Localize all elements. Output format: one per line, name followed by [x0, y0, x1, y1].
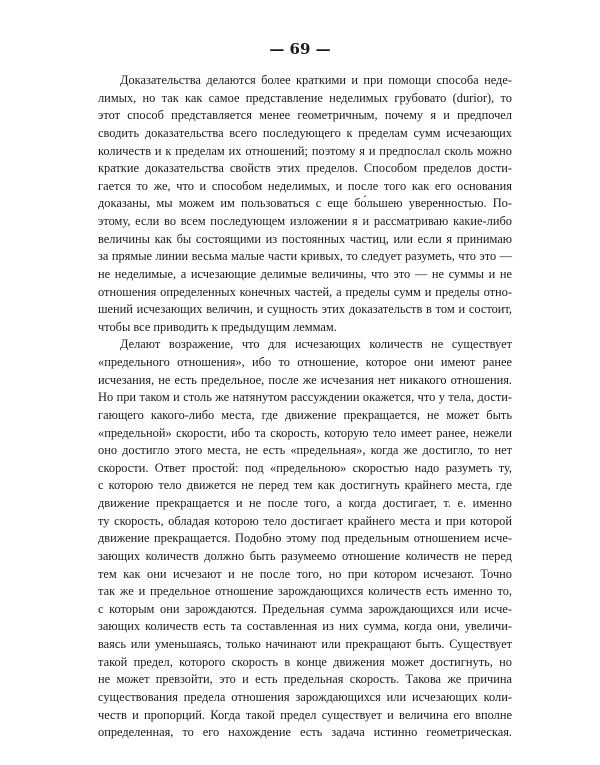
text-line: доказаны, мы можем им пользоваться с еще бо́льшею уверенностью. По-	[98, 196, 512, 211]
text-line: ваясь или уменьшаясь, только начинают или прекращают быть. Существует	[98, 637, 512, 651]
text-line: «предельного отношения», ибо то отношение, которое они имеют ранее	[98, 355, 512, 369]
text-line: оно достигло этого места, не есть «предельная», когда же достигло, то нет	[98, 443, 512, 458]
text-line: не неделимые, а исчезающие делимые величины, что это — не суммы и не	[98, 266, 512, 281]
text-line: отношения определенных конечных частей, а пределы сумм и пределы отно-	[98, 284, 512, 299]
text-line: Доказательства делаются более краткими и при помощи способа неде-	[120, 73, 512, 87]
text-line: существования предела отношения зарождающихся или исчезающих коли-	[98, 689, 512, 704]
text-line: гается то же, что и способом неделимых, и после того как его основания	[98, 178, 512, 193]
body-text	[98, 72, 512, 742]
text-line: зающих количеств должно быть разумеемо отношение количеств не перед	[98, 548, 512, 563]
text-line: движение прекращается и не после того, а когда достигает, т. е. именно	[98, 496, 512, 510]
text-line: тем как они исчезают и не после того, но при котором исчезают. Точно	[98, 566, 512, 581]
text-line: гающего какого-либо места, где движение прекращается, не может быть	[98, 407, 512, 422]
text-line: количеств и к пределам их отношений; поэтому я и предпослал сколь можно	[98, 143, 512, 158]
text-line: «предельной» скорости, ибо та скорость, которую тело имеет ранее, нежели	[98, 425, 512, 440]
text-line: ту скорость, обладая которою тело достигает крайнего места и при которой	[98, 513, 512, 528]
text-line: честв и пропорций. Когда такой предел существует и величина его вполне	[98, 707, 512, 722]
text-line: сводить доказательства всего последующего к пределам сумм исчезающих	[98, 125, 512, 140]
page-number: — 69 —	[269, 40, 331, 58]
text-line: такой предел, которого скорость в конце движения может достигнуть, но	[98, 654, 512, 669]
text-line: Но при таком и столь же натянутом рассуждении окажется, что у тела, дости-	[98, 390, 512, 405]
text-line: зающих количеств есть та составленная из них сумма, когда они, увеличи-	[98, 619, 512, 634]
text-line: не может превзойти, это и есть предельная скорость. Такова же причина	[98, 672, 512, 687]
text-line: с которою тело движется не перед тем как достигнуть крайнего места, где	[98, 478, 512, 493]
text-line: движение прекращается. Подобно этому под предельным отношением исче-	[98, 531, 512, 546]
text-line: за прямые линии весьма малые части кривых, то следует разуметь, что это —	[98, 249, 512, 264]
text-line: определенная, то его нахождение есть задача истинно геометрическая.	[98, 725, 512, 740]
text-line: краткие доказательства свойств этих пределов. Способом пределов дости-	[98, 161, 512, 176]
text-line: Делают возражение, что для исчезающих количеств не существует	[120, 337, 512, 352]
text-line: с которым они зарождаются. Предельная сумма зарождающихся или исче-	[98, 601, 512, 616]
text-line: шений исчезающих величин, и сущность этих доказательств в том и состоит,	[98, 302, 512, 317]
text-line: чтобы все приводить к предыдущим леммам.	[98, 319, 337, 334]
text-line: величины как бы состоящими из постоянных частиц, или если я принимаю	[98, 231, 512, 246]
text-line: скорости. Ответ простой: под «предельною» скоростью надо разуметь ту,	[98, 460, 512, 475]
text-line: исчезания, не есть предельное, после же исчезания нет никакого отношения.	[98, 372, 512, 387]
text-line: так же и предельное отношение зарождающихся количеств есть именно то,	[98, 584, 512, 599]
text-line: этому, если во всем последующем изложении я и рассматриваю какие-либо	[98, 214, 512, 228]
text-line: этот способ представляется менее геометричным, почему я и предпочел	[98, 108, 512, 123]
text-line: лимых, но так как самое представление неделимых грубовато (durior), то	[98, 90, 512, 105]
